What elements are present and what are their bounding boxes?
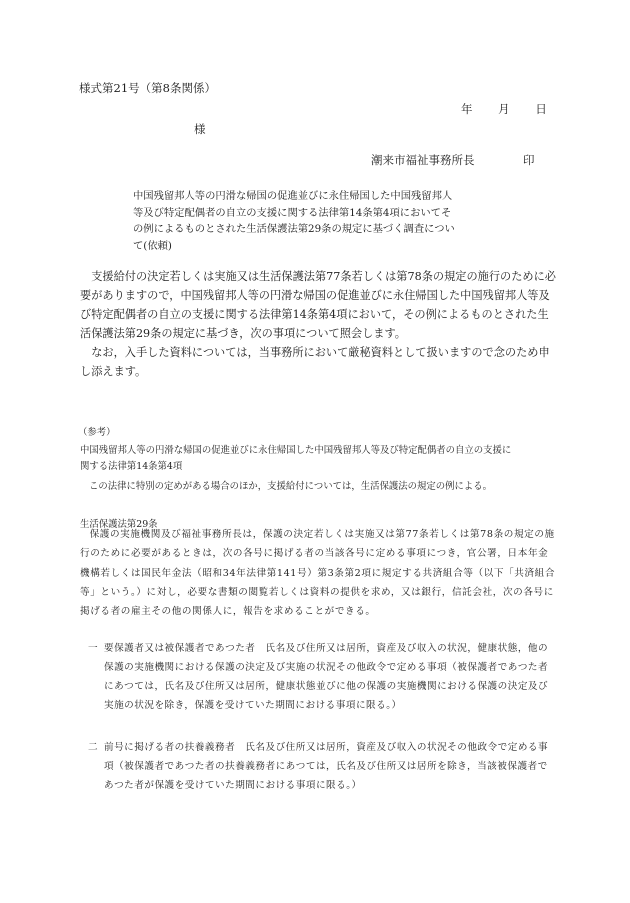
date-month: 月 (498, 102, 510, 116)
date-line (461, 101, 547, 117)
reference-law-title (80, 443, 511, 474)
article-item-number: 二 (88, 742, 98, 753)
reference-heading: （参考） (78, 427, 116, 438)
subject-line: て(依頼) (133, 240, 172, 253)
reference-law-text: この法律に特別の定めがある場合のほか，支援給付については，生活保護法の規定の例による。 (89, 481, 492, 492)
sender-seal: 印 (523, 153, 535, 167)
subject (133, 188, 455, 255)
article-title: 生活保護法第29条 (80, 519, 158, 530)
subject-line: 中国残留邦人等の円滑な帰国の促進並びに永住帰国した中国残留邦人 (133, 190, 453, 202)
article-item-text: 前号に掲げる者の扶養義務者 氏名及び住所又は居所，資産及び収入の状況その他政令で定める事項（被保護者であつた者の扶養義務者にあつては，氏名及び住所又は居所を除き，当該被保護者であつた者が保護を受けていた期間における事項に限る。） (104, 742, 549, 791)
article-item (88, 738, 557, 814)
date-year: 年 (461, 102, 473, 116)
form-number: 様式第21号（第8条関係） (79, 81, 216, 95)
body-paragraph: 支援給付の決定若しくは実施又は生活保護法第77条若しくは第78条の規定の施行のために必要がありますので，中国残留邦人等の円滑な帰国の促進並びに永住帰国した中国残留邦人等及び特定配偶者の自立の支援に関する法律第14条第4項において，その例によるものとされた生活保護法第29条の規定に基づき，次の事項について照会します。 (80, 270, 556, 340)
article-text: 保護の実施機関及び福祉事務所長は，保護の決定若しくは実施又は第77条若しくは第78条の規定の施行のために必要があるときは，次の各号に掲げる者の当該各号に定める事項につき，官公署，日本年金機構若しくは国民年金法（昭和34年法律第141号）第3条第2項に規定する共済組合等（以下「共済組合等」という。）に対し，必要な書類の閲覧若しくは資料の提供を求め，又は銀行，信託会社，次の各号に掲げる者の雇主その他の関係人に，報告を求めることができる。 (80, 529, 556, 618)
reference-law-title-line: 関する法律第14条第4項 (80, 460, 183, 472)
sender-title: 潮来市福祉事務所長 (371, 153, 475, 167)
article-item-number: 一 (88, 643, 98, 654)
subject-line: の例によるものとされた生活保護法第29条の規定に基づく調査につい (133, 223, 455, 236)
date-day: 日 (535, 102, 547, 116)
subject-line: 等及び特定配偶者の自立の支援に関する法律第14条第4項においてそ (133, 206, 452, 219)
addressee: 様 (194, 122, 206, 136)
article-item (88, 639, 557, 735)
article-item-text: 要保護者又は被保護者であつた者 氏名及び住所又は居所，資産及び収入の状況，健康状態，他の保護の実施機関における保護の決定及び実施の状況その他政令で定める事項（被保護者であつた者にあつては，氏名及び住所又は居所，健康状態並びに他の保護の実施機関における保護の決定及び実施の状況を除き，保護を受けていた期間における事項に限る。） (104, 643, 549, 711)
reference-law-title-line: 中国残留邦人等の円滑な帰国の促進並びに永住帰国した中国残留邦人等及び特定配偶者の自立の支援に (80, 445, 512, 456)
body-paragraph: なお，入手した資料については，当事務所において厳秘資料として扱いますので念のため申し添えます。 (80, 346, 550, 378)
